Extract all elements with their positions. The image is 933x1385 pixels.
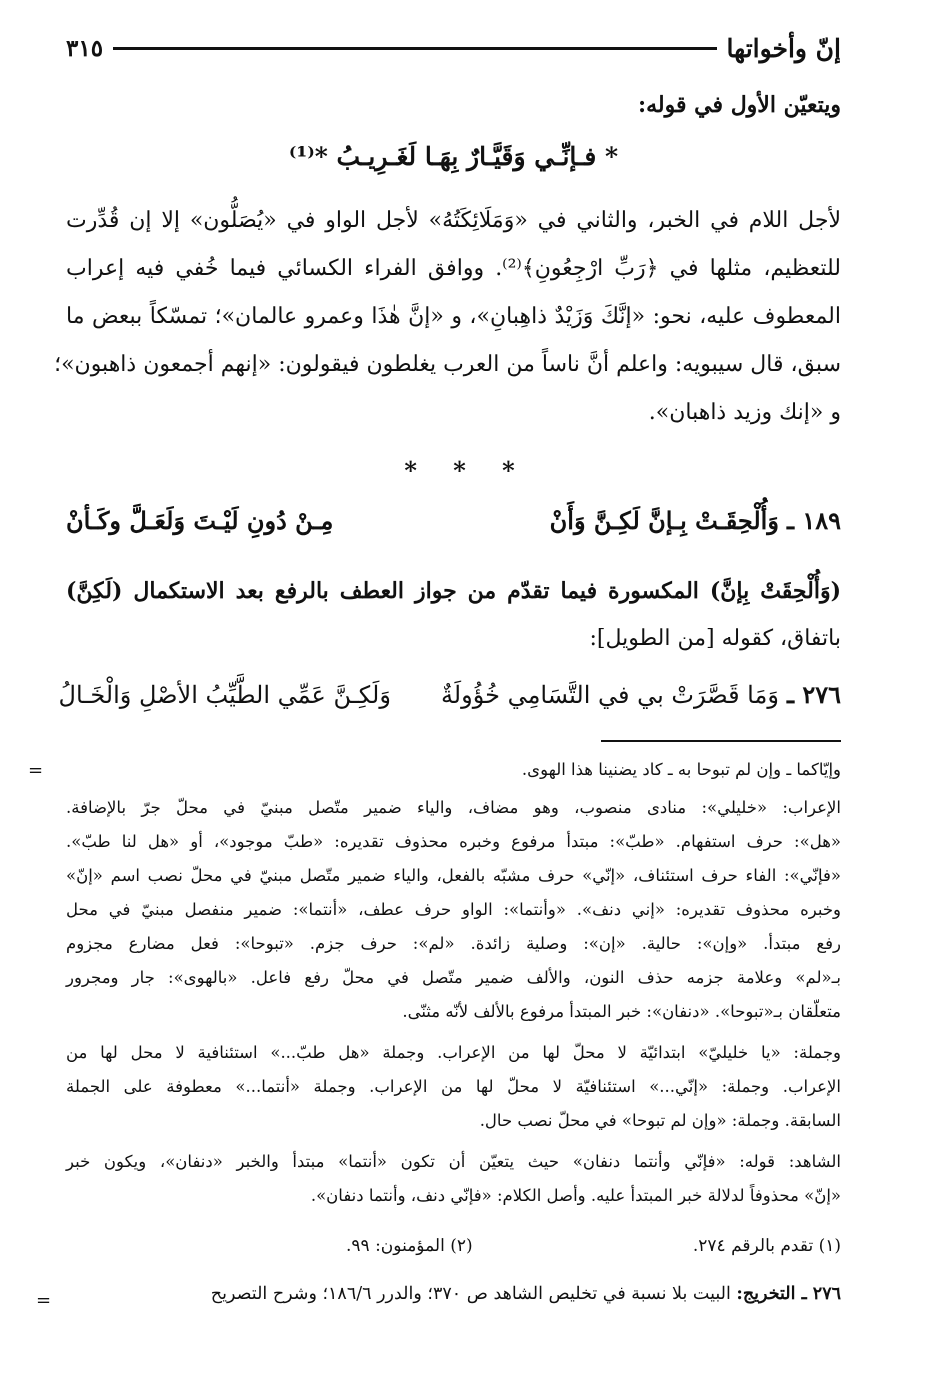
running-title: إنّ وأخواتها: [726, 33, 841, 63]
irab-line: متعلّقان بـ«تبوحا». «دنفان»: خبر المبتدأ مرفوع بالألف لأنّه مثنّى.: [402, 1002, 841, 1021]
footnote-1: (١) تقدم بالرقم ٢٧٤.: [692, 1236, 841, 1256]
body-line: و «إنك وزيد ذاهبان».: [648, 400, 841, 425]
section-separator: * * *: [404, 456, 529, 485]
verse-first-half: وَأُلْحِقَـتْ بِـإنَّ لَكِـنَّ وَأَنْ: [549, 506, 779, 535]
body-line: سبق، قال سيبويه: واعلم أنَّ ناساً من العرب يغلطون فيقولون: «إنهم أجمعون ذاهبون»؛: [54, 352, 841, 377]
irab-line: بـ«لم» وعلامة جزمه حذف النون، والألف ضمير متّصل في محلّ رفع فاعل. «بالهوى»: جار ومجرور: [66, 968, 841, 987]
verse-first-half: وَمَا قَصَّرَتْ بي في التَّسَامِي خُؤُولَةٌ: [440, 681, 779, 709]
verse-second-half: وَلَكِـنَّ عَمِّي الطَّيِّبُ الأصْلِ وَالْخَـالُ: [58, 681, 391, 709]
page-header: [66, 28, 841, 68]
body-line: لأجل اللام في الخبر، والثاني في «وَمَلَائِكَتُهُ» لأجل الواو في «يُصَلُّون» إلا إن قُدِّرت: [66, 208, 841, 233]
irab-line: وخبره محذوف تقديره: «إني دنف». «وأنتما»: الواو حرف عطف، «أنتما»: ضمير منفصل مبنيّ في محل: [66, 900, 841, 919]
explanation-line: باتفاق، كقوله [من الطويل]:: [589, 626, 841, 651]
irab-line: رفع مبتدأ. «وإن»: حالية. «إن»: وصلية زائدة. «لم»: حرف جزم. «تبوحا»: فعل مضارع مجزوم: [66, 934, 841, 953]
intro-line: ويتعيّن الأول في قوله:: [638, 92, 841, 118]
continuation-marker: =: [28, 760, 44, 781]
verse-number: ١٨٩ ـ: [786, 506, 841, 535]
hemistich: * فـإنِّـي وَقَيَّـارٌ بِهَـا لَغَـرِيـبُ *⁽¹⁾: [288, 142, 619, 171]
body-line: للتعظيم، مثلها في ﴿رَبِّ ارْجِعُونِ﴾⁽²⁾. ووافق الفراء الكسائي فيما خُفي فيه إعراب: [66, 256, 841, 281]
continuation-marker: =: [36, 1290, 52, 1311]
irab-line: الإعراب: «خليلي»: منادى منصوب، وهو مضاف، والياء ضمير متّصل مبنيّ في محلّ جرّ بالإضافة.: [66, 798, 841, 817]
body-line: المعطوف عليه، نحو: «إنَّكَ وَزَيْدٌ ذاهِبانِ»، و «إنَّ هٰذَا وعمرو عالمان»؛ تمسّكاً ببعض ما: [66, 304, 841, 329]
verse-second-half: مِـنْ دُونِ لَيْـتَ وَلَعَـلَّ وكَـأنْ: [66, 506, 334, 535]
takhrij-line: [66, 1284, 841, 1304]
takhrij-text: البيت بلا نسبة في تخليص الشاهد ص ٣٧٠؛ والدرر ١٨٦/٦؛ وشرح التصريح: [210, 1284, 731, 1304]
jumla-line: الإعراب. وجملة: «إنّي...» استئنافيّة لا محلّ لها من الإعراب. وجملة «أنتما...» معطوفة على الجملة: [66, 1077, 841, 1096]
shahid-line: الشاهد: قوله: «فإنّي وأنتما دنفان» حيث يتعيّن أن تكون «أنتما» مبتدأ والخبر «دنفان»، ويكون خبر: [66, 1152, 841, 1171]
verse-number: ٢٧٦ ـ: [786, 680, 841, 709]
irab-line: «هل»: حرف استفهام. «طبّ»: مبتدأ مرفوع وخبره محذوف تقديره: «طبّ موجود»، أو «هل لنا طبّ».: [66, 832, 841, 851]
footnote-line: وإيّاكما ـ وإن لم تبوحا به ـ كاد يضنينا هذا الهوى.: [521, 760, 841, 779]
takhrij-label: ٢٧٦ ـ التخريج:: [736, 1284, 841, 1304]
footnote-rule: [601, 740, 841, 742]
jumla-line: وجملة: «يا خليليّ» ابتدائيّة لا محلّ لها من الإعراب. وجملة «هل طبّ...» استئنافية لا محل لها من: [66, 1043, 841, 1062]
jumla-line: السابقة. وجملة: «وإن لم تبوحا» في محلّ نصب حال.: [479, 1111, 841, 1130]
verse-189: [66, 506, 841, 535]
footnote-2: (٢) المؤمنون: ٩٩.: [346, 1236, 473, 1256]
verse-276: [58, 680, 841, 709]
shahid-line: «إنّ» محذوفاً لدلالة خبر المبتدأ عليه. وأصل الكلام: «فإنّي دنف، وأنتما دنفان».: [310, 1186, 841, 1205]
header-rule: [113, 47, 716, 50]
page-number: ٣١٥: [66, 34, 104, 62]
notes-row: [66, 1236, 841, 1256]
explanation-line: (وَأُلْحِقَتْ بِإنَّ) المكسورة فيما تقدّم من جواز العطف بالرفع بعد الاستكمال (لَكِنَّ): [66, 578, 841, 604]
irab-line: «فإنّي»: الفاء حرف استئناف، «إنّي» حرف مشبّه بالفعل، والياء ضمير متّصل مبنيّ في محلّ نصب اسم «إنّ»: [66, 866, 841, 885]
